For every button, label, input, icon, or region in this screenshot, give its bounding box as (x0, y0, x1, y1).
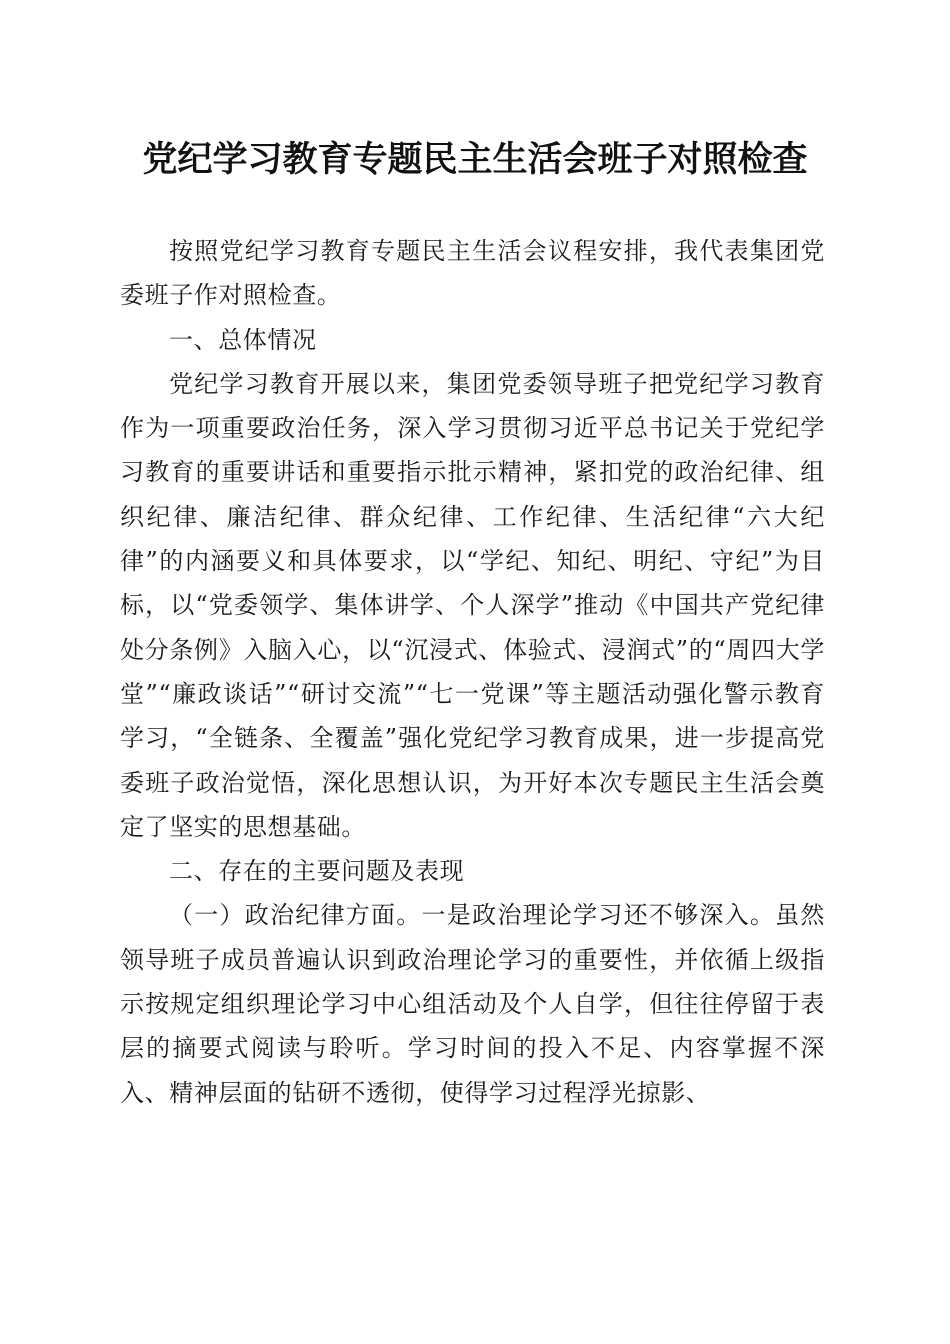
section-heading-overview: 一、总体情况 (169, 325, 317, 354)
section-heading-problems: 二、存在的主要问题及表现 (169, 857, 465, 886)
political-discipline-paragraph: （一）政治纪律方面。一是政治理论学习还不够深入。虽然领导班子成员普遍认识到政治理论学习的重要性，并依循上级指示按规定组织理论学习中心组活动及个人自学，但往往停留于表层的摘要式阅读与聆听。学习时间的投入不足、内容掌握不深入、精神层面的钻研不透彻，使得学习过程浮光掠影、 (120, 901, 825, 1107)
document-title: 党纪学习教育专题民主生活会班子对照检查 (142, 139, 808, 180)
overview-paragraph: 党纪学习教育开展以来，集团党委领导班子把党纪学习教育作为一项重要政治任务，深入学习贯彻习近平总书记关于党纪学习教育的重要讲话和重要指示批示精神，紧扣党的政治纪律、组织纪律、廉洁纪律、群众纪律、工作纪律、生活纪律“六大纪律”的内涵要义和具体要求，以“学纪、知纪、明纪、守纪”为目标，以“党委领学、集体讲学、个人深学”推动《中国共产党纪律处分条例》入脑入心，以“沉浸式、体验式、浸润式”的“周四大学堂”“廉政谈话”“研讨交流”“七一党课”等主题活动强化警示教育学习，“全链条、全覆盖”强化党纪学习教育成果，进一步提高党委班子政治觉悟，深化思想认识，为开好本次专题民主生活会奠定了坚实的思想基础。 (120, 369, 825, 841)
intro-paragraph: 按照党纪学习教育专题民主生活会议程安排，我代表集团党委班子作对照检查。 (120, 237, 825, 310)
document-body (120, 229, 825, 1115)
